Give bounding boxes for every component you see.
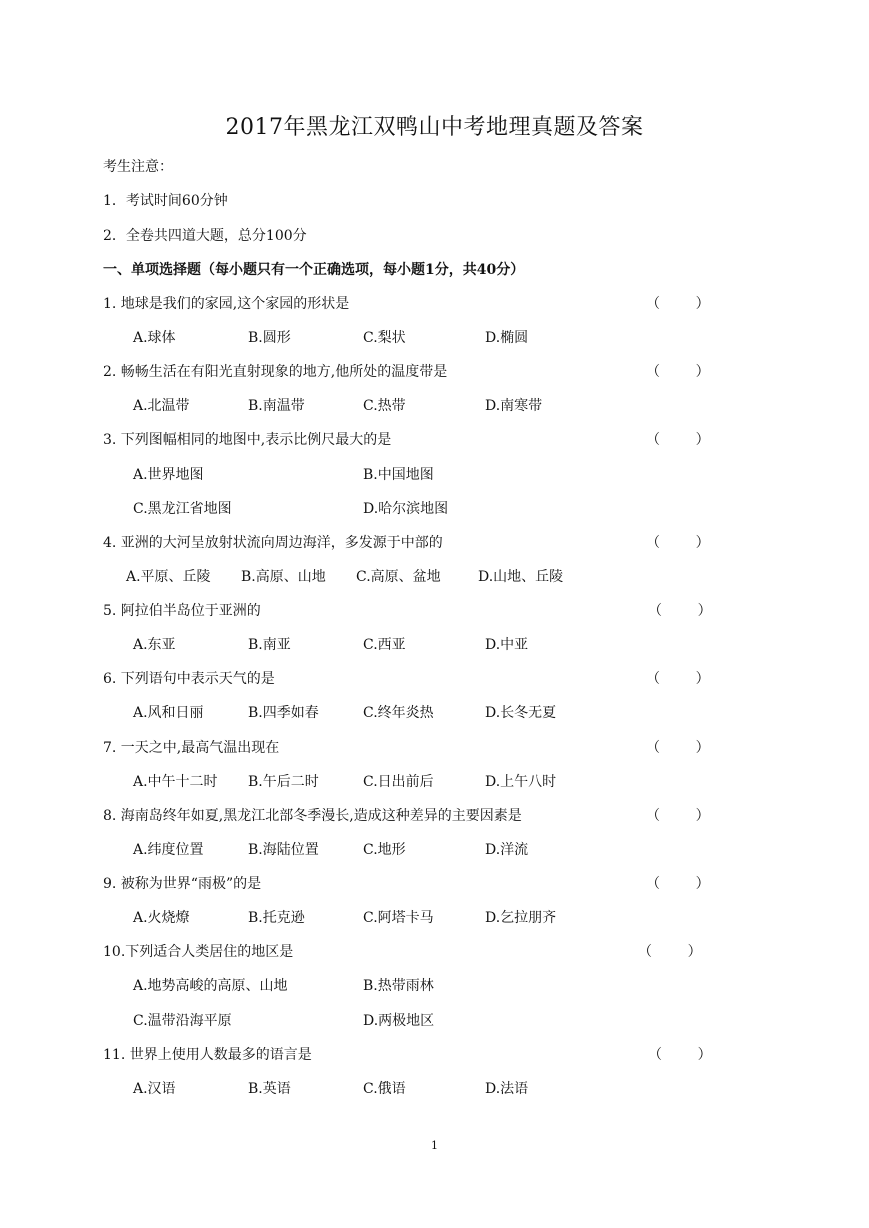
- option-b: B.英语: [248, 1081, 291, 1097]
- answer-blank: （ ）: [638, 944, 702, 960]
- option-c: C.热带: [363, 398, 406, 414]
- option-d: D.山地、丘陵: [478, 569, 564, 585]
- option-a: A.风和日丽: [133, 705, 204, 721]
- question-text: 9. 被称为世界“雨极”的是: [103, 876, 262, 892]
- answer-blank: （ ）: [646, 876, 710, 892]
- answer-blank: （ ）: [646, 740, 710, 756]
- question-text: 1. 地球是我们的家园,这个家园的形状是: [103, 296, 350, 312]
- option-a: A.地势高峻的高原、山地: [133, 978, 288, 994]
- option-b: B.热带雨林: [363, 978, 434, 994]
- option-b: B.中国地图: [363, 467, 434, 483]
- option-b: B.圆形: [248, 330, 291, 346]
- option-b: B.海陆位置: [248, 842, 319, 858]
- option-d: D.哈尔滨地图: [363, 501, 449, 517]
- option-c: C.地形: [363, 842, 406, 858]
- option-b: B.托克逊: [248, 910, 305, 926]
- option-a: A.汉语: [133, 1081, 176, 1097]
- notice-item: 1．考试时间60分钟: [103, 193, 228, 209]
- answer-blank: （ ）: [646, 364, 710, 380]
- question-text: 10.下列适合人类居住的地区是: [103, 944, 294, 960]
- section-heading: 一、单项选择题（每小题只有一个正确选项，每小题1分，共40分）: [103, 262, 525, 278]
- question-text: 11. 世界上使用人数最多的语言是: [103, 1047, 312, 1063]
- option-c: C.终年炎热: [363, 705, 434, 721]
- option-d: D.法语: [485, 1081, 529, 1097]
- question-text: 6. 下列语句中表示天气的是: [103, 671, 275, 687]
- option-b: B.南温带: [248, 398, 305, 414]
- option-a: A.北温带: [133, 398, 190, 414]
- option-c: C.日出前后: [363, 774, 434, 790]
- notice-heading: 考生注意：: [103, 159, 173, 175]
- answer-blank: （ ）: [648, 1047, 712, 1063]
- question-text: 5. 阿拉伯半岛位于亚洲的: [103, 603, 261, 619]
- option-c: C.高原、盆地: [356, 569, 441, 585]
- answer-blank: （ ）: [646, 296, 710, 312]
- option-a: A.球体: [133, 330, 176, 346]
- option-a: A.东亚: [133, 637, 176, 653]
- page-number: 1: [431, 1139, 438, 1152]
- option-a: A.世界地图: [133, 467, 204, 483]
- option-b: B.四季如春: [248, 705, 319, 721]
- question-text: 8. 海南岛终年如夏,黑龙江北部冬季漫长,造成这种差异的主要因素是: [103, 808, 522, 824]
- question-text: 3. 下列图幅相同的地图中,表示比例尺最大的是: [103, 432, 392, 448]
- option-b: B.午后二时: [248, 774, 319, 790]
- option-c: C.阿塔卡马: [363, 910, 434, 926]
- option-c: C.梨状: [363, 330, 406, 346]
- option-c: C.温带沿海平原: [133, 1013, 232, 1029]
- option-d: D.中亚: [485, 637, 529, 653]
- option-a: A.平原、丘陵: [126, 569, 211, 585]
- answer-blank: （ ）: [646, 432, 710, 448]
- option-b: B.南亚: [248, 637, 291, 653]
- option-d: D.两极地区: [363, 1013, 435, 1029]
- answer-blank: （ ）: [646, 671, 710, 687]
- notice-item: 2．全卷共四道大题，总分100分: [103, 228, 307, 244]
- page-title: 2017年黑龙江双鸭山中考地理真题及答案: [225, 115, 644, 140]
- option-d: D.南寒带: [485, 398, 543, 414]
- option-c: C.黑龙江省地图: [133, 501, 232, 517]
- option-c: C.西亚: [363, 637, 406, 653]
- question-text: 7. 一天之中,最高气温出现在: [103, 740, 280, 756]
- option-a: A.火烧燎: [133, 910, 190, 926]
- option-b: B.高原、山地: [241, 569, 326, 585]
- question-text: 4. 亚洲的大河呈放射状流向周边海洋，多发源于中部的: [103, 535, 443, 551]
- answer-blank: （ ）: [648, 603, 712, 619]
- answer-blank: （ ）: [646, 808, 710, 824]
- option-d: D.乞拉朋齐: [485, 910, 557, 926]
- option-c: C.俄语: [363, 1081, 406, 1097]
- option-d: D.上午八时: [485, 774, 557, 790]
- option-d: D.长冬无夏: [485, 705, 557, 721]
- option-d: D.椭圆: [485, 330, 529, 346]
- option-a: A.纬度位置: [133, 842, 204, 858]
- option-d: D.洋流: [485, 842, 529, 858]
- answer-blank: （ ）: [646, 535, 710, 551]
- question-text: 2. 畅畅生活在有阳光直射现象的地方,他所处的温度带是: [103, 364, 448, 380]
- option-a: A.中午十二时: [133, 774, 218, 790]
